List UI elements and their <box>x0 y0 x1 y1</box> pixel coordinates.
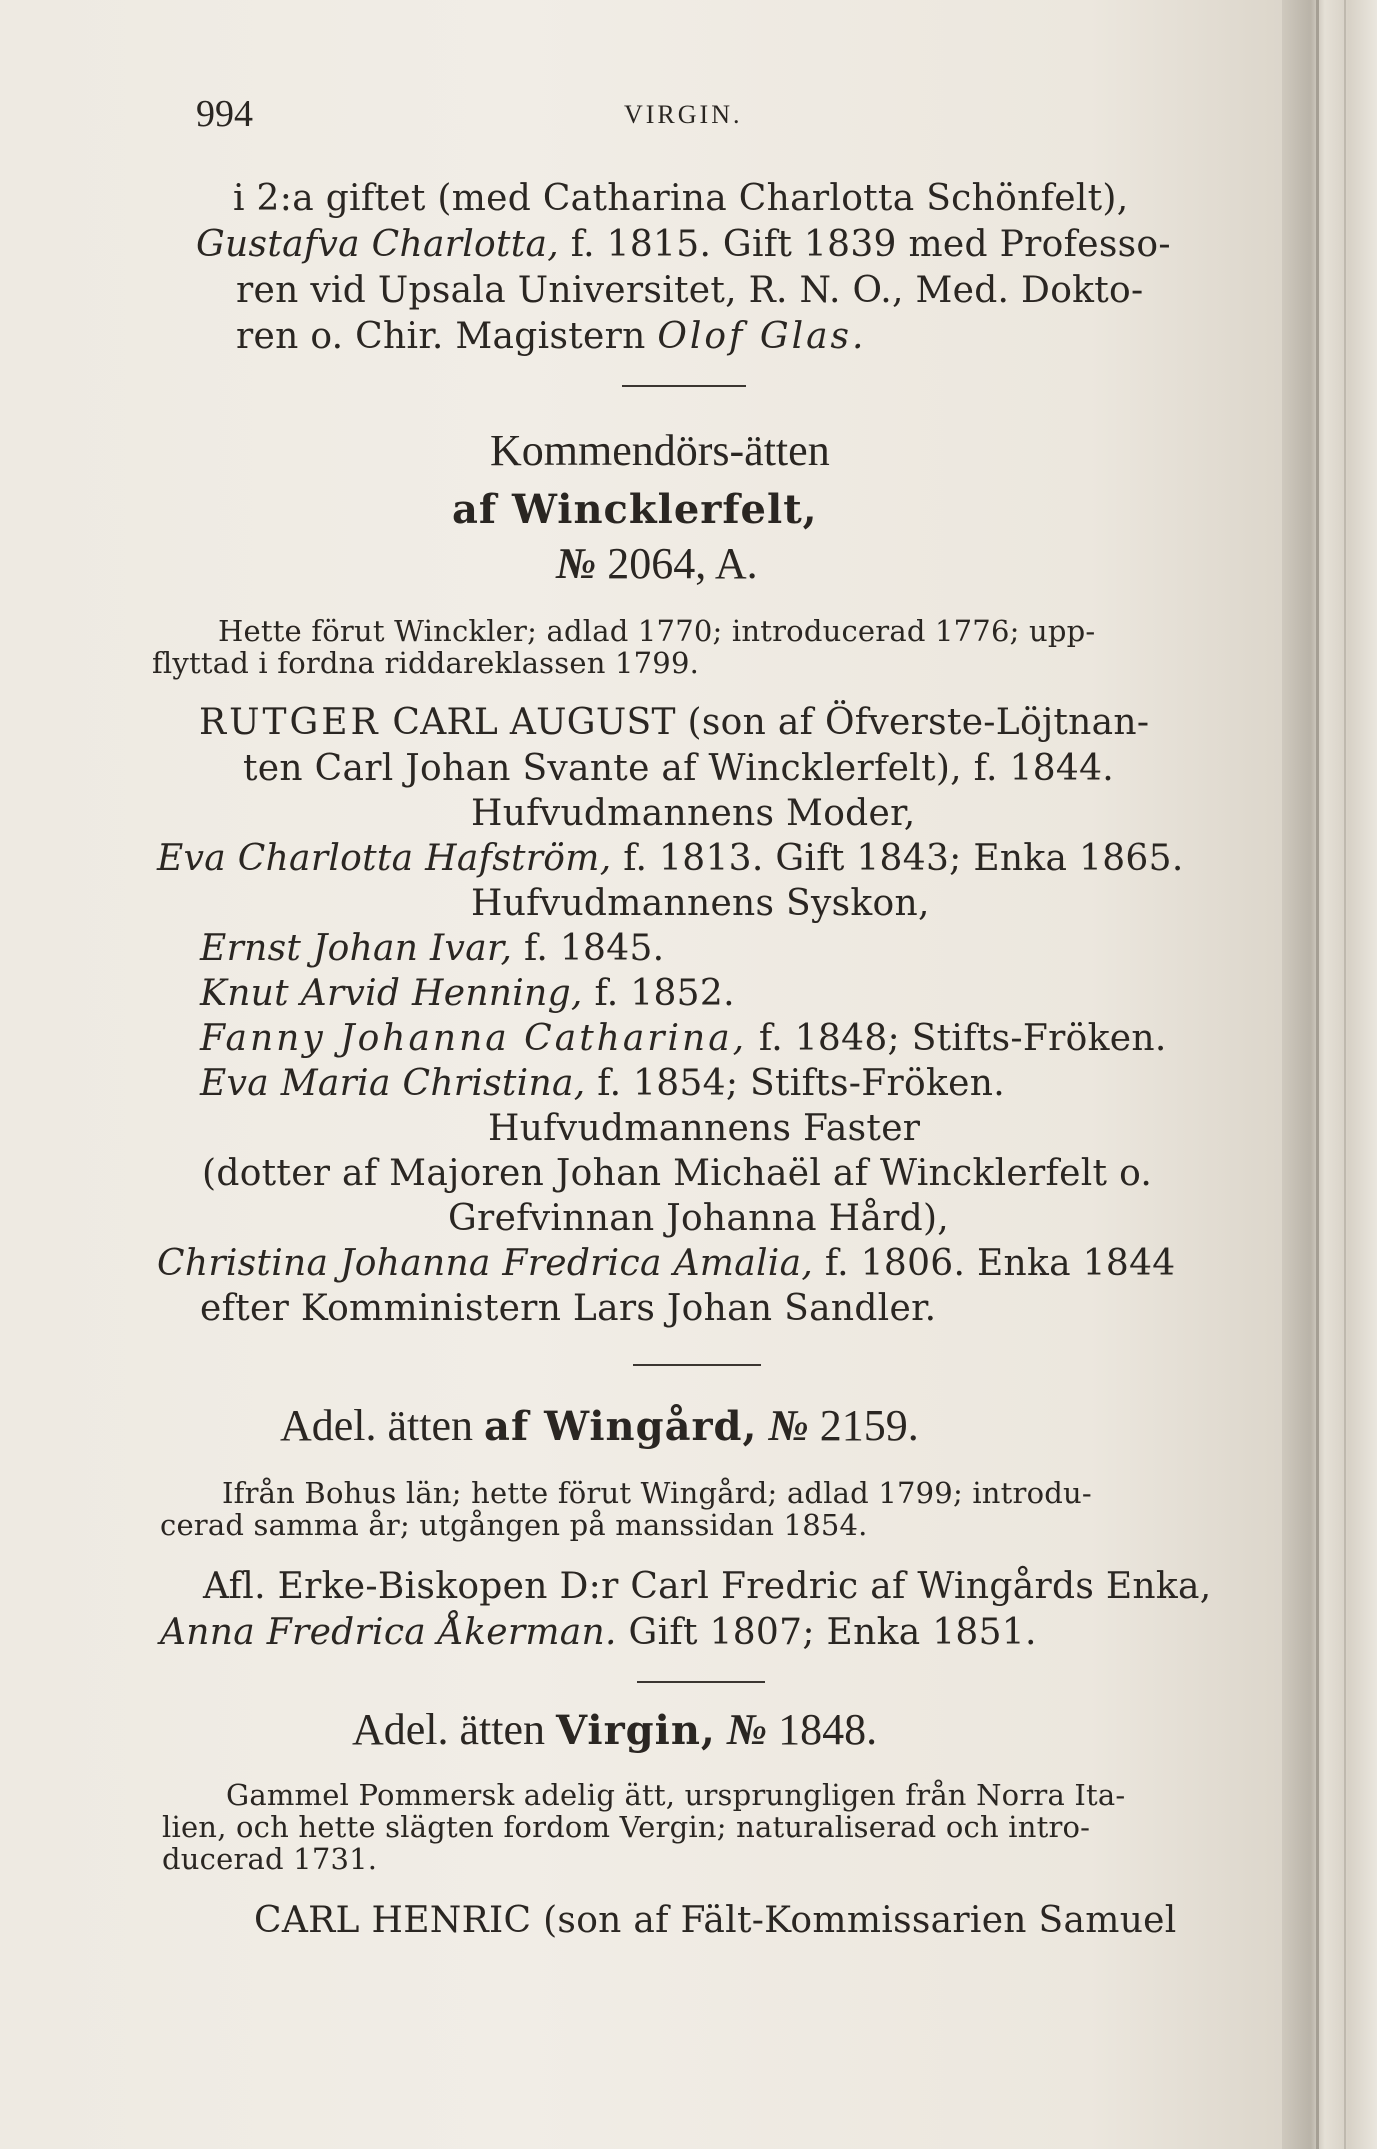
title-prefix: Adel. ätten <box>280 1401 474 1450</box>
book-gutter <box>1282 0 1377 2149</box>
head-of-family-line-1 <box>199 702 1149 743</box>
aunt-parentage-line-1: (dotter af Majoren Johan Michaël af Wincklerfelt o. <box>202 1153 1153 1194</box>
sibling-entry <box>200 928 664 969</box>
virgin-head-line: CARL HENRIC (son af Fält-Kommissarien Samuel <box>254 1900 1177 1941</box>
aunt-parentage-line-2: Grefvinnan Johanna Hård), <box>448 1198 950 1239</box>
sibling-name: Knut Arvid Henning, <box>200 973 583 1014</box>
intro-line-2-rest: f. 1815. Gift 1839 med Professo- <box>570 224 1171 265</box>
note-line-1: Ifrån Bohus län; hette förut Wingård; adlad 1799; introdu- <box>222 1476 1092 1510</box>
wingard-widow-name: Anna Fredrica Åkerman. <box>160 1612 617 1653</box>
aunt-heading: Hufvudmannens Faster <box>488 1108 921 1149</box>
wingard-widow-details: Gift 1807; Enka 1851. <box>628 1612 1037 1653</box>
sibling-details: f. 1854; Stifts-Fröken. <box>597 1063 1005 1104</box>
section-title-wingard <box>280 1400 919 1451</box>
title-family-name: af Wingård, <box>484 1403 758 1450</box>
sibling-entry <box>200 1063 1005 1104</box>
section-divider <box>633 1364 761 1366</box>
aunt-entry <box>157 1243 1175 1284</box>
page-edge <box>1316 0 1319 2149</box>
note-line-1: Hette förut Winckler; adlad 1770; introducerad 1776; upp- <box>218 614 1096 648</box>
intro-italic-olof: Olof Glas. <box>657 316 867 357</box>
aunt-name: Christina Johanna Fredrica Amalia, <box>157 1243 814 1284</box>
mother-heading: Hufvudmannens Moder, <box>471 793 916 834</box>
note-line-2: cerad samma år; utgången på manssidan 1854. <box>160 1508 868 1542</box>
section-number <box>556 538 758 589</box>
section-title-kommendors: Kommendörs-ätten <box>490 426 830 475</box>
number-sign: № <box>726 1705 768 1754</box>
sibling-details: f. 1852. <box>594 973 735 1014</box>
intro-line-4 <box>236 316 866 357</box>
section-title-wincklerfelt: af Wincklerfelt, <box>452 486 818 533</box>
wingard-line-2 <box>160 1612 1037 1653</box>
page-edge <box>1344 0 1346 2149</box>
siblings-heading: Hufvudmannens Syskon, <box>471 883 930 924</box>
aunt-details: f. 1806. Enka 1844 <box>824 1243 1176 1284</box>
intro-line-3: ren vid Upsala Universitet, R. N. O., Med. Dokto- <box>236 270 1144 311</box>
running-head: VIRGIN. <box>624 100 743 129</box>
sibling-name: Ernst Johan Ivar, <box>200 928 513 969</box>
aunt-widow-line: efter Komministern Lars Johan Sandler. <box>200 1288 937 1329</box>
title-number: 2159. <box>819 1401 919 1450</box>
sibling-name: Eva Maria Christina, <box>200 1063 586 1104</box>
mother-details: f. 1813. Gift 1843; Enka 1865. <box>623 838 1184 879</box>
intro-line-1: i 2:a giftet (med Catharina Charlotta Schönfelt), <box>233 178 1129 219</box>
intro-italic-name: Gustafva Charlotta, <box>196 224 560 265</box>
section-title-virgin <box>352 1704 877 1755</box>
section-divider <box>622 385 746 387</box>
number-sign: № <box>556 539 597 588</box>
sibling-name: Fanny Johanna Catharina, <box>200 1018 748 1059</box>
title-prefix: Adel. ätten <box>352 1705 546 1754</box>
sibling-entry <box>200 973 735 1014</box>
mother-name: Eva Charlotta Hafström, <box>157 838 612 879</box>
section-divider <box>637 1681 765 1683</box>
note-line-3: ducerad 1731. <box>162 1842 378 1876</box>
wingard-line-1: Afl. Erke-Biskopen D:r Carl Fredric af Wingårds Enka, <box>203 1566 1212 1607</box>
head-of-family-line-2: ten Carl Johan Svante af Wincklerfelt), f. 1844. <box>243 748 1115 789</box>
head-name-spaced: RUTGER <box>199 702 381 743</box>
title-family-name: Virgin, <box>556 1707 716 1754</box>
sibling-details: f. 1848; Stifts-Fröken. <box>758 1018 1167 1059</box>
title-number: 1848. <box>778 1705 878 1754</box>
note-line-1: Gammel Pommersk adelig ätt, ursprungligen från Norra Ita- <box>226 1778 1126 1812</box>
note-line-2: lien, och hette slägten fordom Vergin; naturaliserad och intro- <box>162 1810 1091 1844</box>
intro-line-2 <box>196 224 1171 265</box>
section-number-value: 2064, A. <box>607 539 758 588</box>
head-line-1-rest: CARL AUGUST (son af Öfverste-Löjtnan- <box>392 702 1150 743</box>
mother-entry <box>157 838 1184 879</box>
sibling-entry <box>200 1018 1167 1059</box>
number-sign: № <box>768 1401 809 1450</box>
note-line-2: flyttad i fordna riddareklassen 1799. <box>152 646 700 680</box>
intro-line-4-pre: ren o. Chir. Magistern <box>236 316 646 357</box>
sibling-details: f. 1845. <box>524 928 665 969</box>
page-number: 994 <box>196 93 253 135</box>
